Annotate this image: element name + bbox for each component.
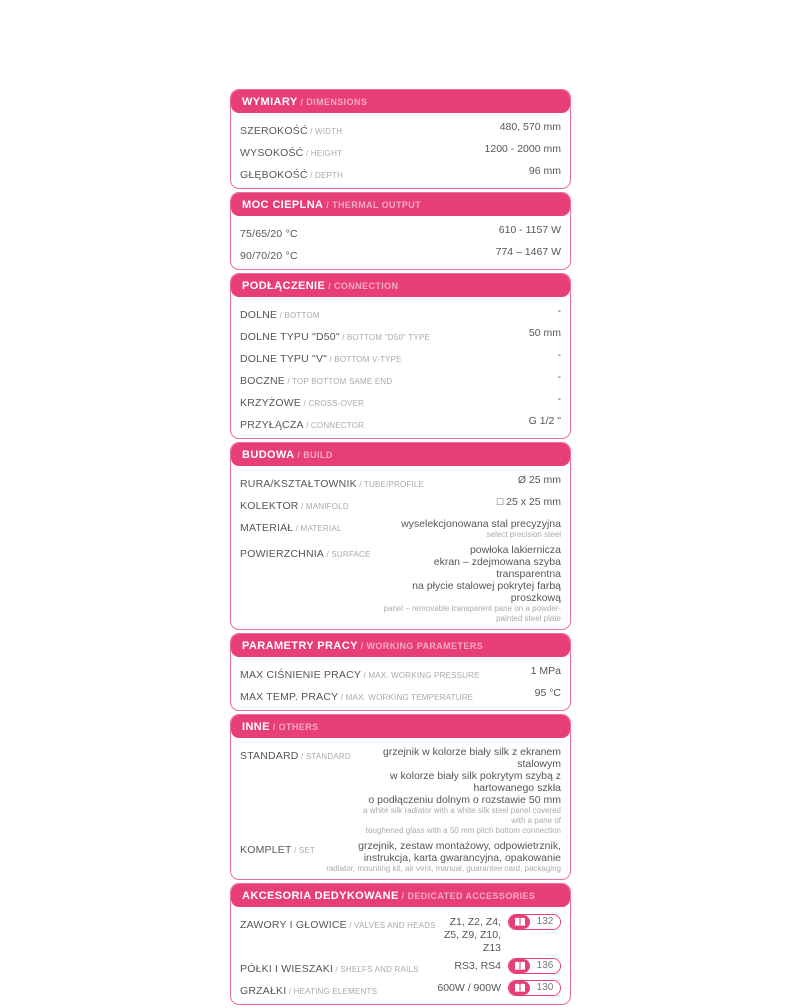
section-title-pl: WYMIARY bbox=[242, 96, 298, 108]
spec-row bbox=[231, 662, 570, 684]
spec-section-2 bbox=[230, 273, 571, 439]
row-label-pl: PRZYŁĄCZA bbox=[240, 418, 304, 431]
spec-sheet bbox=[230, 89, 571, 1008]
spec-row bbox=[231, 162, 570, 184]
page-number: 132 bbox=[530, 915, 560, 929]
section-header bbox=[231, 715, 570, 738]
row-label-en: / TUBE/PROFILE bbox=[356, 479, 425, 489]
book-icon-holder bbox=[509, 981, 530, 995]
row-value-line: grzejnik, zestaw montażowy, odpowietrznik, bbox=[358, 839, 561, 852]
section-body bbox=[231, 297, 570, 438]
book-icon-holder bbox=[509, 959, 530, 973]
section-title-pl: MOC CIEPLNA bbox=[242, 199, 324, 211]
row-label-en: / MANIFOLD bbox=[298, 501, 349, 511]
spec-row bbox=[231, 324, 570, 346]
row-value: 1200 - 2000 mm bbox=[484, 142, 561, 155]
row-label-pl: KOLEKTOR bbox=[240, 499, 299, 512]
row-value: 774 – 1467 W bbox=[495, 245, 561, 258]
row-label-en: / SURFACE bbox=[324, 549, 371, 559]
row-value-translation: a white silk radiator with a white silk steel panel covered with a pane of bbox=[363, 805, 561, 825]
page-number: 130 bbox=[530, 981, 560, 995]
row-label-en: / CONNECTOR bbox=[303, 420, 365, 430]
row-value-line: instrukcja, karta gwarancyjna, opakowanie bbox=[363, 851, 561, 864]
row-value: 96 mm bbox=[528, 164, 561, 177]
spec-row bbox=[231, 471, 570, 493]
spec-row bbox=[231, 684, 570, 706]
row-value: RS3, RS4 bbox=[454, 959, 501, 972]
row-value-line: grzejnik w kolorze biały silk z ekranem stalowym bbox=[383, 745, 561, 770]
row-label-en: / BOTTOM V-TYPE bbox=[327, 354, 402, 364]
row-label bbox=[240, 142, 342, 161]
row-label bbox=[240, 392, 364, 411]
row-label bbox=[240, 326, 430, 345]
section-title-en: / WORKING PARAMETERS bbox=[357, 641, 484, 651]
spec-row bbox=[231, 837, 570, 875]
row-value-line: o podłączeniu dolnym o rozstawie 50 mm bbox=[368, 793, 561, 806]
row-label-pl: GŁĘBOKOŚĆ bbox=[240, 168, 308, 181]
spec-row bbox=[231, 412, 570, 434]
section-title-pl: PODŁĄCZENIE bbox=[242, 280, 326, 292]
row-label-en: / SHELFS AND RAILS bbox=[333, 964, 419, 974]
row-label bbox=[240, 980, 377, 999]
section-title-en: / THERMAL OUTPUT bbox=[323, 200, 422, 210]
row-label-en: / SET bbox=[291, 845, 316, 855]
section-title-pl: PARAMETRY PRACY bbox=[242, 640, 358, 652]
spec-section-1 bbox=[230, 192, 571, 270]
row-value: □ 25 x 25 mm bbox=[496, 495, 561, 508]
page-number: 136 bbox=[530, 959, 560, 973]
spec-section-6 bbox=[230, 883, 571, 1005]
row-label-pl: WYSOKOŚĆ bbox=[240, 146, 304, 159]
row-label bbox=[240, 517, 342, 536]
row-value-line: na płycie stalowej pokrytej farbą proszkową bbox=[412, 579, 561, 604]
row-label-pl: POWIERZCHNIA bbox=[240, 547, 325, 560]
spec-row bbox=[231, 140, 570, 162]
row-value: 1 MPa bbox=[530, 664, 561, 677]
spec-row bbox=[231, 956, 570, 978]
spec-section-0 bbox=[230, 89, 571, 189]
row-label bbox=[240, 958, 419, 977]
row-value: 600W / 900W bbox=[437, 981, 501, 994]
spec-row bbox=[231, 912, 570, 956]
book-icon bbox=[514, 983, 526, 993]
row-label-en: / HEATING ELEMENTS bbox=[286, 986, 378, 996]
row-label bbox=[240, 473, 424, 492]
row-label-en: / MAX. WORKING TEMPERATURE bbox=[338, 692, 474, 702]
section-header bbox=[231, 193, 570, 216]
section-body bbox=[231, 216, 570, 269]
row-value-translation: select precision steel bbox=[486, 529, 561, 539]
spec-row bbox=[231, 368, 570, 390]
section-body bbox=[231, 657, 570, 710]
row-value: - bbox=[557, 348, 561, 361]
row-label-en: / VALVES AND HEADS bbox=[346, 920, 436, 930]
spec-row bbox=[231, 346, 570, 368]
row-label-pl: KRZYŻOWE bbox=[240, 396, 302, 409]
row-value: - bbox=[557, 370, 561, 383]
row-label-en: / TOP BOTTOM SAME END bbox=[284, 376, 393, 386]
row-label-pl: STANDARD bbox=[240, 749, 299, 762]
spec-row bbox=[231, 390, 570, 412]
row-label-en: / MATERIAL bbox=[293, 523, 342, 533]
section-body bbox=[231, 907, 570, 1004]
section-header bbox=[231, 634, 570, 657]
row-label bbox=[240, 164, 343, 183]
row-value-line: w kolorze biały silk pokrytym szybą z hartowanego szkła bbox=[390, 769, 561, 794]
row-label-en: / WIDTH bbox=[307, 126, 343, 136]
row-label-pl: DOLNE TYPU "D50" bbox=[240, 330, 340, 343]
row-value: G 1/2 " bbox=[528, 414, 561, 427]
row-label bbox=[240, 223, 298, 242]
row-label-pl: PÓŁKI I WIESZAKI bbox=[240, 962, 334, 975]
spec-row bbox=[231, 118, 570, 140]
spec-row bbox=[231, 515, 570, 541]
spec-row bbox=[231, 243, 570, 265]
row-label-en: / STANDARD bbox=[298, 751, 351, 761]
spec-row bbox=[231, 302, 570, 324]
spec-section-3 bbox=[230, 442, 571, 630]
section-title-en: / OTHERS bbox=[269, 722, 319, 732]
row-label bbox=[240, 414, 364, 433]
section-title-en: / DIMENSIONS bbox=[297, 97, 368, 107]
row-value-line: wyselekcjonowana stal precyzyjna bbox=[401, 517, 561, 530]
row-label-pl: KOMPLET bbox=[240, 843, 292, 856]
row-value: - bbox=[557, 392, 561, 405]
page-reference-badge[interactable] bbox=[508, 958, 561, 974]
spec-row bbox=[231, 978, 570, 1000]
row-label bbox=[240, 914, 436, 933]
row-label-pl: GRZAŁKI bbox=[240, 984, 287, 997]
spec-section-4 bbox=[230, 633, 571, 711]
spec-row bbox=[231, 493, 570, 515]
row-value-translation: radiator, mounting kit, air vent, manual, guarantee card, packaging bbox=[326, 863, 561, 873]
row-label-pl: 90/70/20 °C bbox=[240, 249, 298, 262]
row-label-pl: SZEROKOŚĆ bbox=[240, 124, 308, 137]
row-label bbox=[240, 839, 315, 858]
row-label bbox=[240, 495, 349, 514]
row-label-pl: DOLNE bbox=[240, 308, 278, 321]
spec-row bbox=[231, 221, 570, 243]
row-label bbox=[240, 348, 402, 367]
section-body bbox=[231, 738, 570, 879]
spec-row bbox=[231, 541, 570, 625]
section-title-en: / DEDICATED ACCESSORIES bbox=[398, 891, 536, 901]
row-label-en: / DEPTH bbox=[307, 170, 344, 180]
row-value bbox=[401, 517, 561, 540]
section-header bbox=[231, 884, 570, 907]
row-value: 610 - 1157 W bbox=[498, 223, 561, 236]
row-label bbox=[240, 543, 371, 562]
row-value: Z1, Z2, Z4, Z5, Z9, Z10, Z13 bbox=[443, 915, 501, 954]
spec-section-5 bbox=[230, 714, 571, 880]
section-title-en: / CONNECTION bbox=[325, 281, 399, 291]
row-label-pl: MAX CIŚNIENIE PRACY bbox=[240, 668, 362, 681]
row-label-pl: BOCZNE bbox=[240, 374, 285, 387]
row-value: - bbox=[557, 304, 561, 317]
section-title-pl: BUDOWA bbox=[242, 449, 295, 461]
book-icon bbox=[514, 961, 526, 971]
section-title-pl: INNE bbox=[242, 721, 270, 733]
row-label bbox=[240, 686, 473, 705]
row-value bbox=[326, 839, 561, 874]
row-label-pl: RURA/KSZTAŁTOWNIK bbox=[240, 477, 357, 490]
row-value-line: powłoka lakiernicza bbox=[469, 543, 561, 556]
row-label-pl: MATERIAŁ bbox=[240, 521, 294, 534]
row-value-translation: panel – removable transparent pane on a powder-painted steel plate bbox=[383, 603, 561, 623]
section-title-pl: AKCESORIA DEDYKOWANE bbox=[242, 890, 399, 902]
section-body bbox=[231, 113, 570, 188]
row-value-translation: toughened glass with a 50 mm pitch bottom connection bbox=[365, 825, 561, 835]
row-label-en: / BOTTOM "D50" TYPE bbox=[339, 332, 431, 342]
row-value: 480, 570 mm bbox=[499, 120, 561, 133]
section-title-en: / BUILD bbox=[294, 450, 333, 460]
row-label bbox=[240, 664, 480, 683]
section-header bbox=[231, 274, 570, 297]
book-icon bbox=[514, 917, 526, 927]
row-label bbox=[240, 245, 298, 264]
row-label bbox=[240, 745, 351, 764]
spec-row bbox=[231, 743, 570, 837]
row-label-en: / BOTTOM bbox=[277, 310, 320, 320]
row-value: 95 °C bbox=[534, 686, 561, 699]
row-label-pl: DOLNE TYPU "V" bbox=[240, 352, 328, 365]
row-label bbox=[240, 304, 320, 323]
row-value-line: ekran – zdejmowana szyba transparentna bbox=[433, 555, 561, 580]
row-value bbox=[351, 745, 561, 836]
section-header bbox=[231, 443, 570, 466]
page-reference-badge[interactable] bbox=[508, 980, 561, 996]
row-label-pl: 75/65/20 °C bbox=[240, 227, 298, 240]
row-label-en: / HEIGHT bbox=[303, 148, 343, 158]
row-label-pl: ZAWORY I GŁOWICE bbox=[240, 918, 347, 931]
row-label bbox=[240, 370, 392, 389]
section-body bbox=[231, 466, 570, 629]
row-value bbox=[371, 543, 561, 624]
row-label-pl: MAX TEMP. PRACY bbox=[240, 690, 339, 703]
row-label bbox=[240, 120, 342, 139]
row-value: 50 mm bbox=[528, 326, 561, 339]
book-icon-holder bbox=[509, 915, 530, 929]
page-reference-badge[interactable] bbox=[508, 914, 561, 930]
row-value: Ø 25 mm bbox=[517, 473, 561, 486]
section-header bbox=[231, 90, 570, 113]
row-label-en: / CROSS-OVER bbox=[301, 398, 365, 408]
row-label-en: / MAX. WORKING PRESSURE bbox=[361, 670, 480, 680]
